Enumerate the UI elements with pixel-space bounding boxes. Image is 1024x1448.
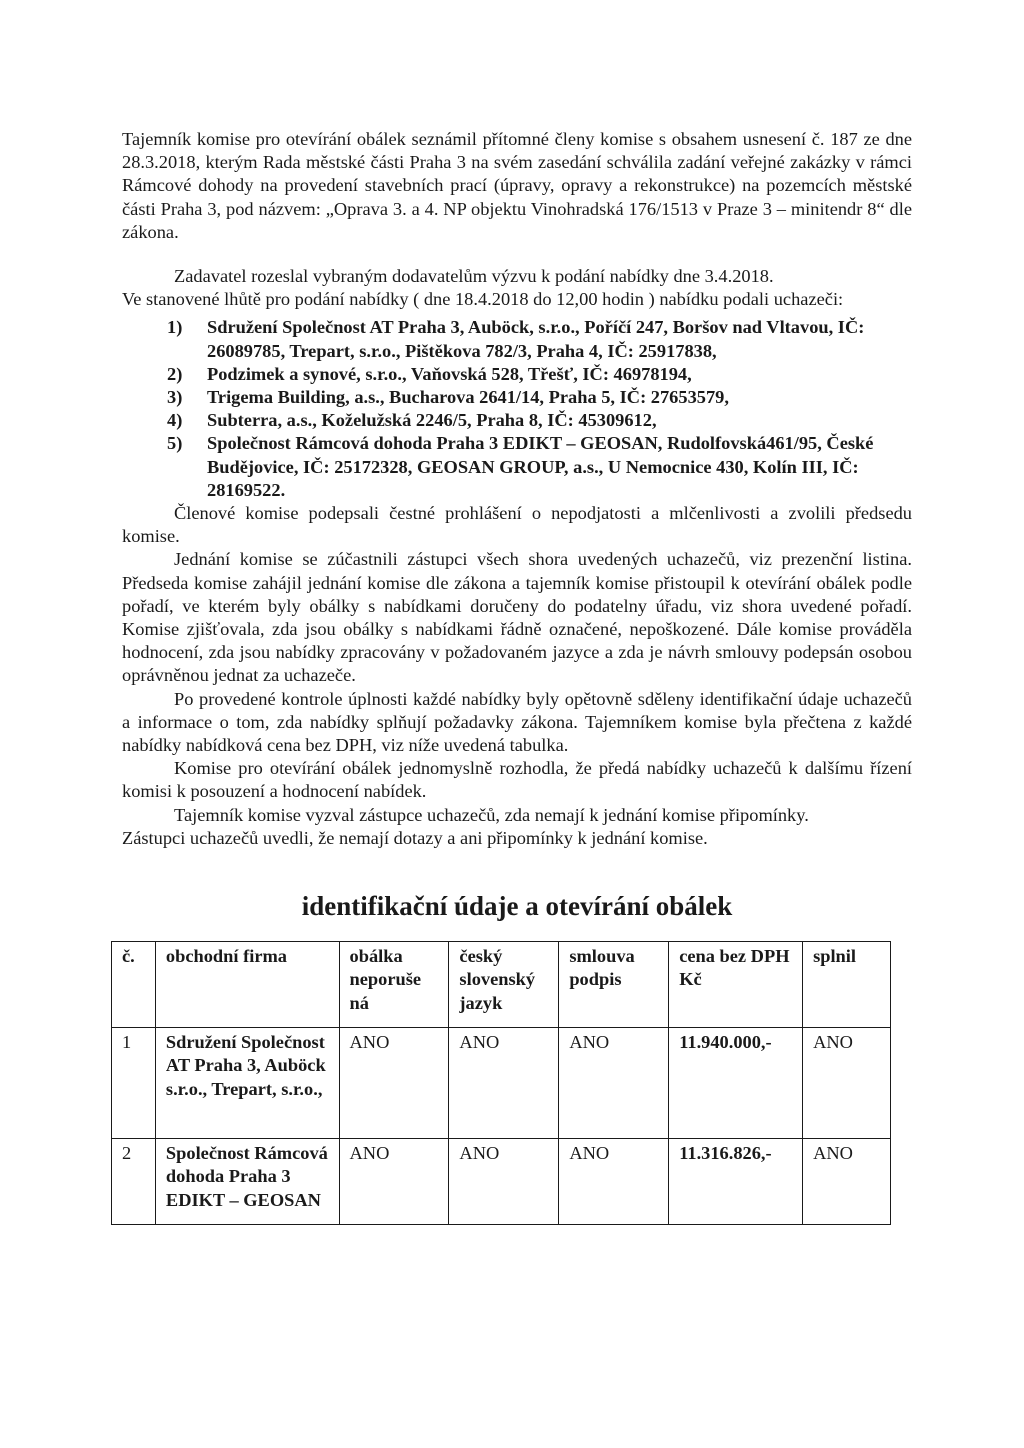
- contract-cell: ANO: [559, 1139, 669, 1225]
- table-row: [112, 1139, 891, 1225]
- firm-cell: Společnost Rámcová dohoda Praha 3 EDIKT – GEOSAN: [155, 1139, 339, 1225]
- bidder-item: [167, 432, 912, 502]
- deadline-paragraph: Ve stanovené lhůtě pro podání nabídky ( dne 18.4.2018 do 12,00 hodin ) nabídku podali uchazeči:: [122, 289, 844, 310]
- envelope-table: [111, 941, 891, 1225]
- bidder-text: Trigema Building, a.s., Bucharova 2641/14, Praha 5, IČ: 27653579,: [207, 387, 729, 408]
- closing-paragraph: Zástupci uchazečů uvedli, že nemají dotazy a ani připomínky k jednání komise.: [122, 827, 708, 848]
- met-cell: ANO: [803, 1028, 891, 1139]
- price-cell: 11.316.826,-: [669, 1139, 803, 1225]
- bidder-text: Subterra, a.s., Koželužská 2246/5, Praha 8, IČ: 45309612,: [207, 410, 657, 431]
- bidder-number: 2): [167, 363, 183, 384]
- row-number: 2: [112, 1139, 156, 1225]
- section-title: identifikační údaje a otevírání obálek: [301, 891, 733, 922]
- price-cell: 11.940.000,-: [669, 1028, 803, 1139]
- met-cell: ANO: [803, 1139, 891, 1225]
- intro-paragraph: Tajemník komise pro otevírání obálek seznámil přítomné členy komise s obsahem usnesení č. 187 ze dne 28.3.2018, kterým Rada městské části Praha 3 na svém zasedání schválila zadání veřejné zakázky v rámci Rámcové dohody na provedení stavebních prací (úpravy, opravy a rekonstrukce) na pozemcích městské části Praha 3, pod názvem: „Oprava 3. a 4. NP objektu Vinohradská 176/1513 v Praze 3 – minitendr 8“ dle zákona.: [122, 129, 912, 242]
- body-paragraph: Komise pro otevírání obálek jednomyslně rozhodla, že předá nabídky uchazečů k dalšímu řízení komisi k posouzení a hodnocení nabídek.: [122, 758, 912, 802]
- language-cell: ANO: [449, 1139, 559, 1225]
- column-header: splnil: [803, 942, 891, 1028]
- bidder-number: 4): [167, 410, 183, 431]
- column-header: obálka neporuše ná: [339, 942, 449, 1028]
- column-header: obchodní firma: [155, 942, 339, 1028]
- bidder-text: Podzimek a synové, s.r.o., Vaňovská 528, Třešť, IČ: 46978194,: [207, 363, 692, 384]
- bidder-item: [167, 409, 912, 432]
- table-row: [112, 1028, 891, 1139]
- invitation-paragraph: Zadavatel rozeslal vybraným dodavatelům výzvu k podání nabídky dne 3.4.2018.: [174, 266, 774, 287]
- body-paragraph: Jednání komise se zúčastnili zástupci všech shora uvedených uchazečů, viz prezenční listina. Předseda komise zahájil jednání komise dle zákona a tajemník komise přistoupil k otevírání obálek podle pořadí, ve kterém byly obálky s nabídkami doručeny do podatelny úřadu, viz shora uvedené pořadí. Komise zjišťovala, zda jsou obálky s nabídkami řádně označené, nepoškozené. Dále komise prováděla hodnocení, zda jsou nabídky zpracovány v požadovaném jazyce a zda je návrh smlouvy podepsán osobou oprávněnou jednat za uchazeče.: [122, 549, 912, 686]
- bidder-list: [122, 316, 912, 502]
- bidder-text: Společnost Rámcová dohoda Praha 3 EDIKT – GEOSAN, Rudolfovská461/95, České Budějovice, IČ: 25172328, GEOSAN GROUP, a.s., U Nemocnice 430, Kolín III, IČ: 28169522.: [207, 433, 874, 500]
- column-header: smlouva podpis: [559, 942, 669, 1028]
- body-paragraph: Po provedené kontrole úplnosti každé nabídky byly opětovně sděleny identifikační údaje uchazečů a informace o tom, zda nabídky splňují požadavky zákona. Tajemníkem komise byla přečtena z každé nabídky nabídková cena bez DPH, viz níže uvedená tabulka.: [122, 688, 912, 756]
- bidder-item: [167, 363, 912, 386]
- body-paragraph: Členové komise podepsali čestné prohlášení o nepodjatosti a mlčenlivosti a zvolili předsedu komise.: [122, 503, 912, 547]
- bidder-item: [167, 316, 912, 362]
- column-header: český slovenský jazyk: [449, 942, 559, 1028]
- document-body: [122, 128, 912, 1225]
- contract-cell: ANO: [559, 1028, 669, 1139]
- envelope-cell: ANO: [339, 1139, 449, 1225]
- bidder-text: Sdružení Společnost AT Praha 3, Auböck, s.r.o., Poříčí 247, Boršov nad Vltavou, IČ: 26089785, Trepart, s.r.o., Pištěkova 782/3, Praha 4, IČ: 25917838,: [207, 317, 865, 361]
- bidder-number: 1): [167, 317, 183, 338]
- body-paragraph: Tajemník komise vyzval zástupce uchazečů, zda nemají k jednání komise připomínky.: [174, 804, 809, 825]
- envelope-cell: ANO: [339, 1028, 449, 1139]
- column-header: č.: [112, 942, 156, 1028]
- firm-cell: Sdružení Společnost AT Praha 3, Auböck s.r.o., Trepart, s.r.o.,: [155, 1028, 339, 1139]
- bidder-number: 3): [167, 387, 183, 408]
- column-header: cena bez DPH Kč: [669, 942, 803, 1028]
- language-cell: ANO: [449, 1028, 559, 1139]
- table-header-row: [112, 942, 891, 1028]
- bidder-item: [167, 386, 912, 409]
- bidder-number: 5): [167, 433, 183, 454]
- row-number: 1: [112, 1028, 156, 1139]
